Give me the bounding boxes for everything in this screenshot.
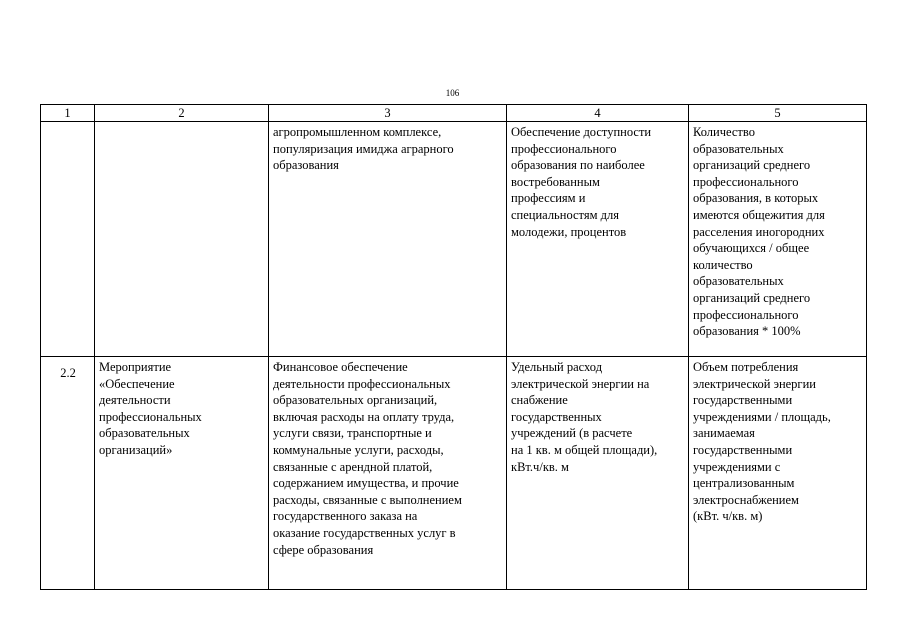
indicator-cell: Обеспечение доступности профессионального образования по наиболее востребованным профессиям и специальностям для молодежи, процентов: [507, 122, 689, 357]
column-header-3: 3: [269, 105, 507, 122]
table-header-row: [41, 105, 867, 122]
formula-cell: Объем потребления электрической энергии государственными учреждениями / площадь, занимаемая государственными учреждениями с централизованным электроснабжением (кВт. ч/кв. м): [689, 357, 867, 590]
table-row: [41, 357, 867, 590]
column-header-5: 5: [689, 105, 867, 122]
event-description-cell: агропромышленном комплексе, популяризация имиджа аграрного образования: [269, 122, 507, 357]
page-number: 106: [445, 88, 460, 98]
column-header-2: 2: [95, 105, 269, 122]
table-row: [41, 122, 867, 357]
column-header-4: 4: [507, 105, 689, 122]
formula-cell: Количество образовательных организаций среднего профессионального образования, в которых имеются общежития для расселения иногородних обучающихся / общее количество образовательных организаций среднего профессионального образования * 100%: [689, 122, 867, 357]
event-name-cell: [95, 122, 269, 357]
indicator-cell: Удельный расход электрической энергии на снабжение государственных учреждений (в расчете на 1 кв. м общей площади), кВт.ч/кв. м: [507, 357, 689, 590]
event-description-cell: Финансовое обеспечение деятельности профессиональных образовательных организаций, включая расходы на оплату труда, услуги связи, транспортные и коммунальные услуги, расходы, связанные с арендной платой, содержанием имущества, и прочие расходы, связанные с выполнением государственного заказа на оказание государственных услуг в сфере образования: [269, 357, 507, 590]
column-header-1: 1: [41, 105, 95, 122]
row-number-cell: [41, 122, 95, 357]
row-number-cell: 2.2: [41, 357, 95, 590]
event-name-cell: Мероприятие «Обеспечение деятельности профессиональных образовательных организаций»: [95, 357, 269, 590]
data-table: [40, 104, 867, 590]
